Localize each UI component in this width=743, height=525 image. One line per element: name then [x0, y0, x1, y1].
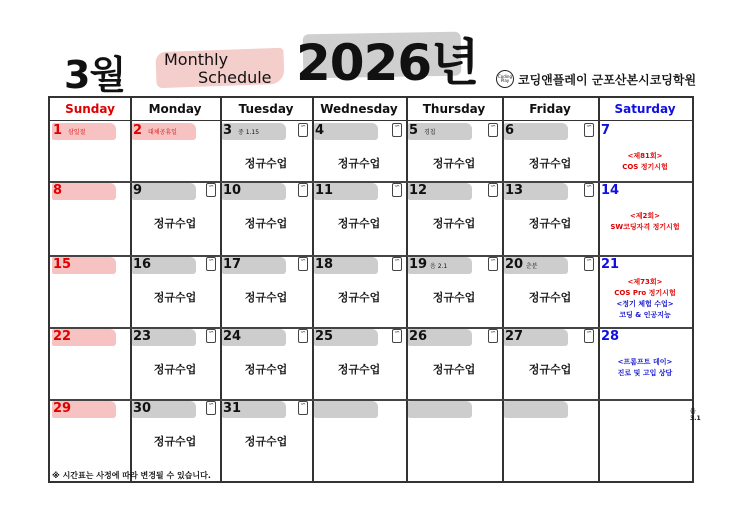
calendar-day-cell — [598, 399, 701, 481]
calendar-day-cell — [220, 121, 312, 181]
academy-logo: Coding Play — [496, 70, 514, 88]
bookmark-icon: ∽ — [488, 123, 498, 137]
date-note: 중 1.15 — [238, 129, 260, 136]
regular-class-label: 정규수업 — [432, 291, 476, 304]
date-number: 19 — [409, 257, 428, 272]
regular-class-label: 정규수업 — [432, 217, 476, 230]
calendar-day-cell — [130, 327, 220, 399]
event-text: <제73회> — [627, 278, 663, 286]
regular-class-label: 정규수업 — [528, 291, 572, 304]
date-number: 26 — [409, 329, 428, 344]
date-number: 12 — [409, 183, 428, 198]
date-note: 삼일절 — [68, 129, 86, 136]
regular-class-label: 정규수업 — [528, 363, 572, 376]
date-number: 28 — [601, 329, 620, 344]
weekday-sunday: Sunday — [65, 102, 115, 116]
calendar-day-cell — [502, 121, 598, 181]
bookmark-icon: ∽ — [584, 329, 594, 343]
academy-brand — [496, 70, 696, 88]
event-text: <제2회> — [629, 212, 661, 220]
date-number: 14 — [601, 183, 620, 198]
schedule-label: Schedule — [198, 68, 272, 87]
regular-class-label: 정규수업 — [244, 435, 288, 448]
date-number: 11 — [315, 183, 334, 198]
event-text: <정기 체험 수업> — [616, 300, 674, 308]
bookmark-icon: ∽ — [392, 123, 402, 137]
bookmark-icon: ∽ — [298, 401, 308, 415]
calendar-day-cell — [50, 121, 130, 181]
date-number: 30 — [133, 401, 152, 416]
date-number: 13 — [505, 183, 524, 198]
bookmark-icon: ∽ — [392, 329, 402, 343]
bookmark-icon: ∽ — [584, 123, 594, 137]
date-number: 27 — [505, 329, 524, 344]
regular-class-label: 정규수업 — [432, 157, 476, 170]
bookmark-icon: ∽ — [206, 183, 216, 197]
calendar-day-cell — [312, 121, 406, 181]
event-text: 코딩 & 인공지능 — [619, 311, 671, 319]
calendar-day-cell — [50, 181, 130, 255]
bookmark-icon: ∽ — [392, 183, 402, 197]
weekday-tuesday: Tuesday — [238, 102, 294, 116]
bookmark-icon: ∽ — [584, 183, 594, 197]
event-text: SW코딩자격 정기시험 — [610, 223, 680, 231]
regular-class-label: 정규수업 — [432, 363, 476, 376]
regular-class-label: 정규수업 — [244, 363, 288, 376]
date-number: 21 — [601, 257, 620, 272]
calendar-day-cell — [598, 327, 692, 399]
calendar-day-cell — [50, 255, 130, 327]
calendar-day-cell — [312, 327, 406, 399]
regular-class-label: 정규수업 — [528, 157, 572, 170]
regular-class-label: 정규수업 — [153, 291, 197, 304]
regular-class-label: 정규수업 — [337, 291, 381, 304]
date-number: 17 — [223, 257, 242, 272]
calendar-day-cell — [50, 327, 130, 399]
weekday-wednesday: Wednesday — [320, 102, 398, 116]
date-highlight — [408, 401, 472, 418]
calendar-day-cell — [130, 121, 220, 181]
bookmark-icon: ∽ — [488, 183, 498, 197]
regular-class-label: 정규수업 — [244, 291, 288, 304]
date-number: 25 — [315, 329, 334, 344]
weekday-friday: Friday — [529, 102, 571, 116]
date-number: 3 — [223, 123, 233, 138]
event-text: <프롬프트 데이> — [617, 358, 673, 366]
calendar-day-cell — [598, 181, 692, 255]
date-number: 9 — [133, 183, 143, 198]
calendar-day-cell — [130, 181, 220, 255]
date-number: 4 — [315, 123, 325, 138]
calendar-day-cell — [406, 255, 502, 327]
regular-class-label: 정규수업 — [244, 217, 288, 230]
calendar-day-cell — [312, 181, 406, 255]
calendar-day-cell — [50, 399, 130, 481]
date-number: 6 — [505, 123, 515, 138]
event-text: COS 정기시험 — [622, 163, 668, 171]
regular-class-label: 정규수업 — [337, 157, 381, 170]
date-note: 경칩 — [424, 129, 436, 136]
date-number: 31 — [223, 401, 242, 416]
calendar-day-cell — [406, 399, 502, 481]
event-text: <제81회> — [627, 152, 663, 160]
date-number: 1 — [53, 123, 63, 138]
regular-class-label: 정규수업 — [153, 435, 197, 448]
calendar-day-cell — [130, 255, 220, 327]
date-number: 22 — [53, 329, 72, 344]
event-text: COS Pro 정기시험 — [614, 289, 676, 297]
bookmark-icon: ∽ — [298, 329, 308, 343]
weekday-thursday: Thursday — [422, 102, 486, 116]
date-number: 7 — [601, 123, 611, 138]
calendar-grid — [48, 96, 701, 483]
date-number: 24 — [223, 329, 242, 344]
regular-class-label: 정규수업 — [528, 217, 572, 230]
date-number: 20 — [505, 257, 524, 272]
calendar-day-cell — [130, 399, 220, 481]
bookmark-icon: ∽ — [206, 401, 216, 415]
date-highlight — [314, 401, 378, 418]
regular-class-label: 정규수업 — [337, 217, 381, 230]
date-note: 대체공휴일 — [148, 129, 177, 136]
regular-class-label: 정규수업 — [337, 363, 381, 376]
bookmark-icon: ∽ — [298, 123, 308, 137]
regular-class-label: 정규수업 — [153, 363, 197, 376]
regular-class-label: 정규수업 — [153, 217, 197, 230]
date-number: 5 — [409, 123, 419, 138]
calendar-day-cell — [312, 399, 406, 481]
date-highlight — [600, 401, 664, 418]
bookmark-icon: ∽ — [206, 257, 216, 271]
monthly-label: Monthly — [164, 50, 229, 69]
bookmark-icon: ∽ — [206, 329, 216, 343]
date-highlight — [504, 401, 568, 418]
calendar-day-cell — [406, 181, 502, 255]
calendar-day-cell — [312, 255, 406, 327]
bookmark-icon: ∽ — [298, 257, 308, 271]
date-number: 8 — [53, 183, 63, 198]
weekday-monday: Monday — [148, 102, 202, 116]
year-title: 2026년 — [296, 34, 479, 92]
bookmark-icon: ∽ — [488, 257, 498, 271]
calendar-day-cell — [220, 327, 312, 399]
calendar-day-cell — [598, 255, 692, 327]
calendar-day-cell — [502, 399, 598, 481]
calendar-day-cell — [502, 181, 598, 255]
date-number: 10 — [223, 183, 242, 198]
bookmark-icon: ∽ — [298, 183, 308, 197]
calendar-day-cell — [502, 255, 598, 327]
date-note: 춘분 — [526, 263, 538, 270]
date-note: 음 3.1 — [690, 408, 701, 422]
date-number: 2 — [133, 123, 143, 138]
month-title: 3월 — [64, 53, 126, 97]
calendar-day-cell — [502, 327, 598, 399]
date-note: 음 2.1 — [430, 263, 448, 270]
date-number: 18 — [315, 257, 334, 272]
date-number: 15 — [53, 257, 72, 272]
calendar-day-cell — [220, 399, 312, 481]
academy-name: 코딩앤플레이 군포산본시코딩학원 — [518, 72, 697, 87]
date-number: 16 — [133, 257, 152, 272]
bookmark-icon: ∽ — [584, 257, 594, 271]
weekday-header-row — [50, 98, 692, 121]
bookmark-icon: ∽ — [488, 329, 498, 343]
calendar-day-cell — [406, 327, 502, 399]
event-text: 진로 및 고입 상담 — [617, 369, 673, 377]
weekday-saturday: Saturday — [614, 102, 676, 116]
footnote: ※ 시간표는 사정에 따라 변경될 수 있습니다. — [52, 471, 211, 480]
calendar-day-cell — [220, 255, 312, 327]
date-number: 23 — [133, 329, 152, 344]
date-number: 29 — [53, 401, 72, 416]
bookmark-icon: ∽ — [392, 257, 402, 271]
calendar-day-cell — [220, 181, 312, 255]
calendar-day-cell — [406, 121, 502, 181]
calendar-day-cell — [598, 121, 692, 181]
regular-class-label: 정규수업 — [244, 157, 288, 170]
